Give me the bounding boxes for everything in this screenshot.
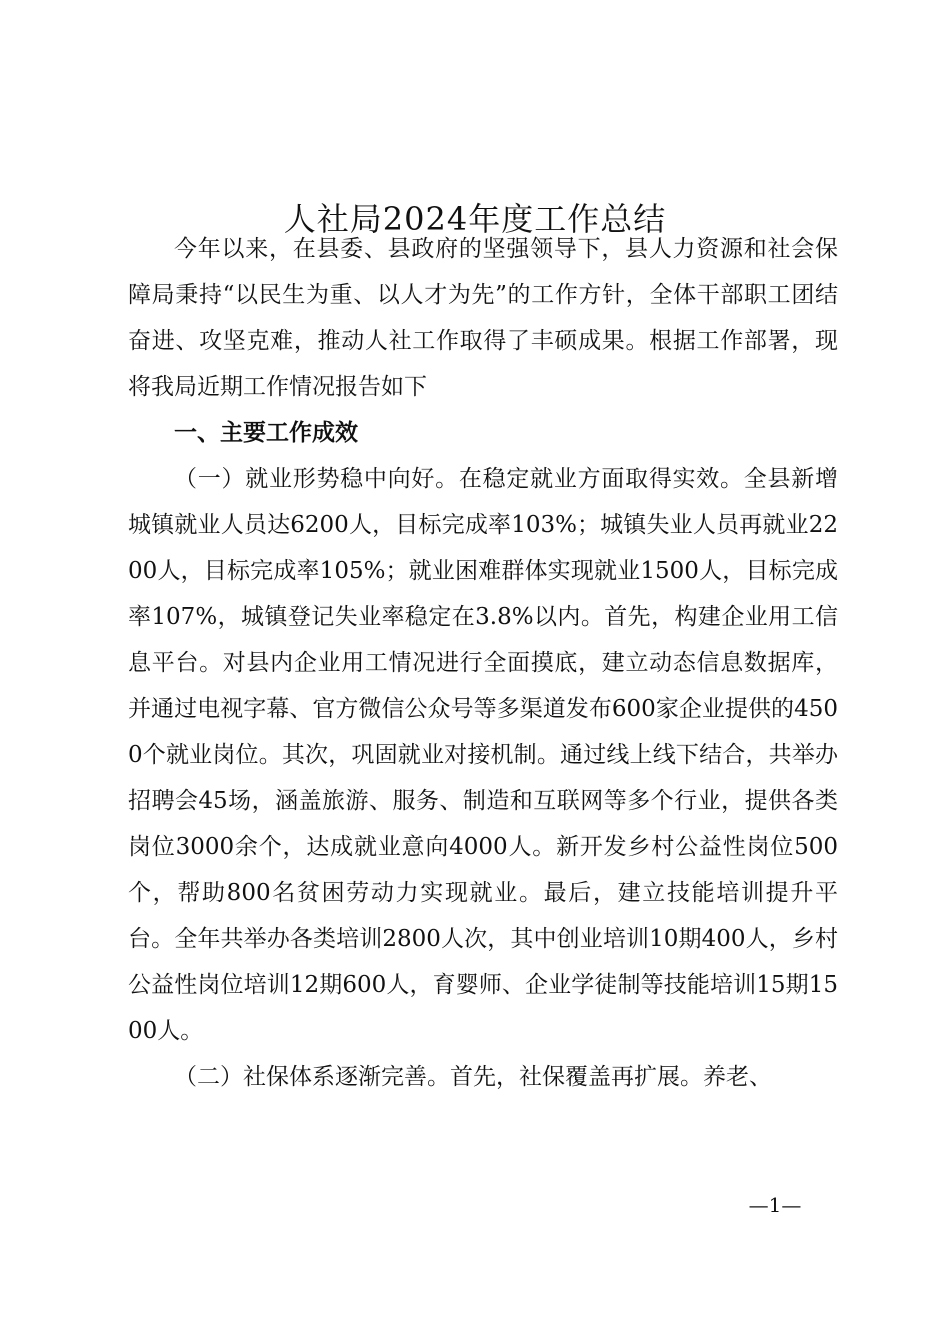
document-body (128, 226, 838, 1100)
social-security-paragraph (128, 1054, 838, 1100)
employment-paragraph (128, 456, 838, 1054)
section-heading-main-achievements: 一、主要工作成效 (174, 420, 358, 446)
employment-subheading: （一）就业形势稳中向好。 (174, 466, 459, 492)
employment-paragraph-text: 在稳定就业方面取得实效。全县新增城镇就业人员达6200人，目标完成率103%；城镇失业人员再就业2200人，目标完成率105%；就业困难群体实现就业1500人，目标完成率107%，城镇登记失业率稳定在3.8%以内。首先，构建企业用工信息平台。对县内企业用工情况进行全面摸底，建立动态信息数据库，并通过电视字幕、官方微信公众号等多渠道发布600家企业提供的4500个就业岗位。其次，巩固就业对接机制。通过线上线下结合，共举办招聘会45场，涵盖旅游、服务、制造和互联网等多个行业，提供各类岗位3000余个，达成就业意向4000人。新开发乡村公益性岗位500个，帮助800名贫困劳动力实现就业。最后，建立技能培训提升平台。全年共举办各类培训2800人次，其中创业培训10期400人，乡村公益性岗位培训12期600人，育婴师、企业学徒制等技能培训15期1500人。 (128, 466, 839, 1044)
intro-paragraph: 今年以来，在县委、县政府的坚强领导下，县人力资源和社会保障局秉持“以民生为重、以人才为先”的工作方针，全体干部职工团结奋进、攻坚克难，推动人社工作取得了丰硕成果。根据工作部署，现将我局近期工作情况报告如下 (128, 236, 838, 400)
social-security-paragraph-text: 首先，社保覆盖再扩展。养老、 (450, 1064, 772, 1090)
social-security-subheading: （二）社保体系逐渐完善。 (174, 1064, 450, 1090)
page-number: —1— (748, 1193, 802, 1217)
document-title: 人社局2024年度工作总结 (283, 200, 667, 239)
